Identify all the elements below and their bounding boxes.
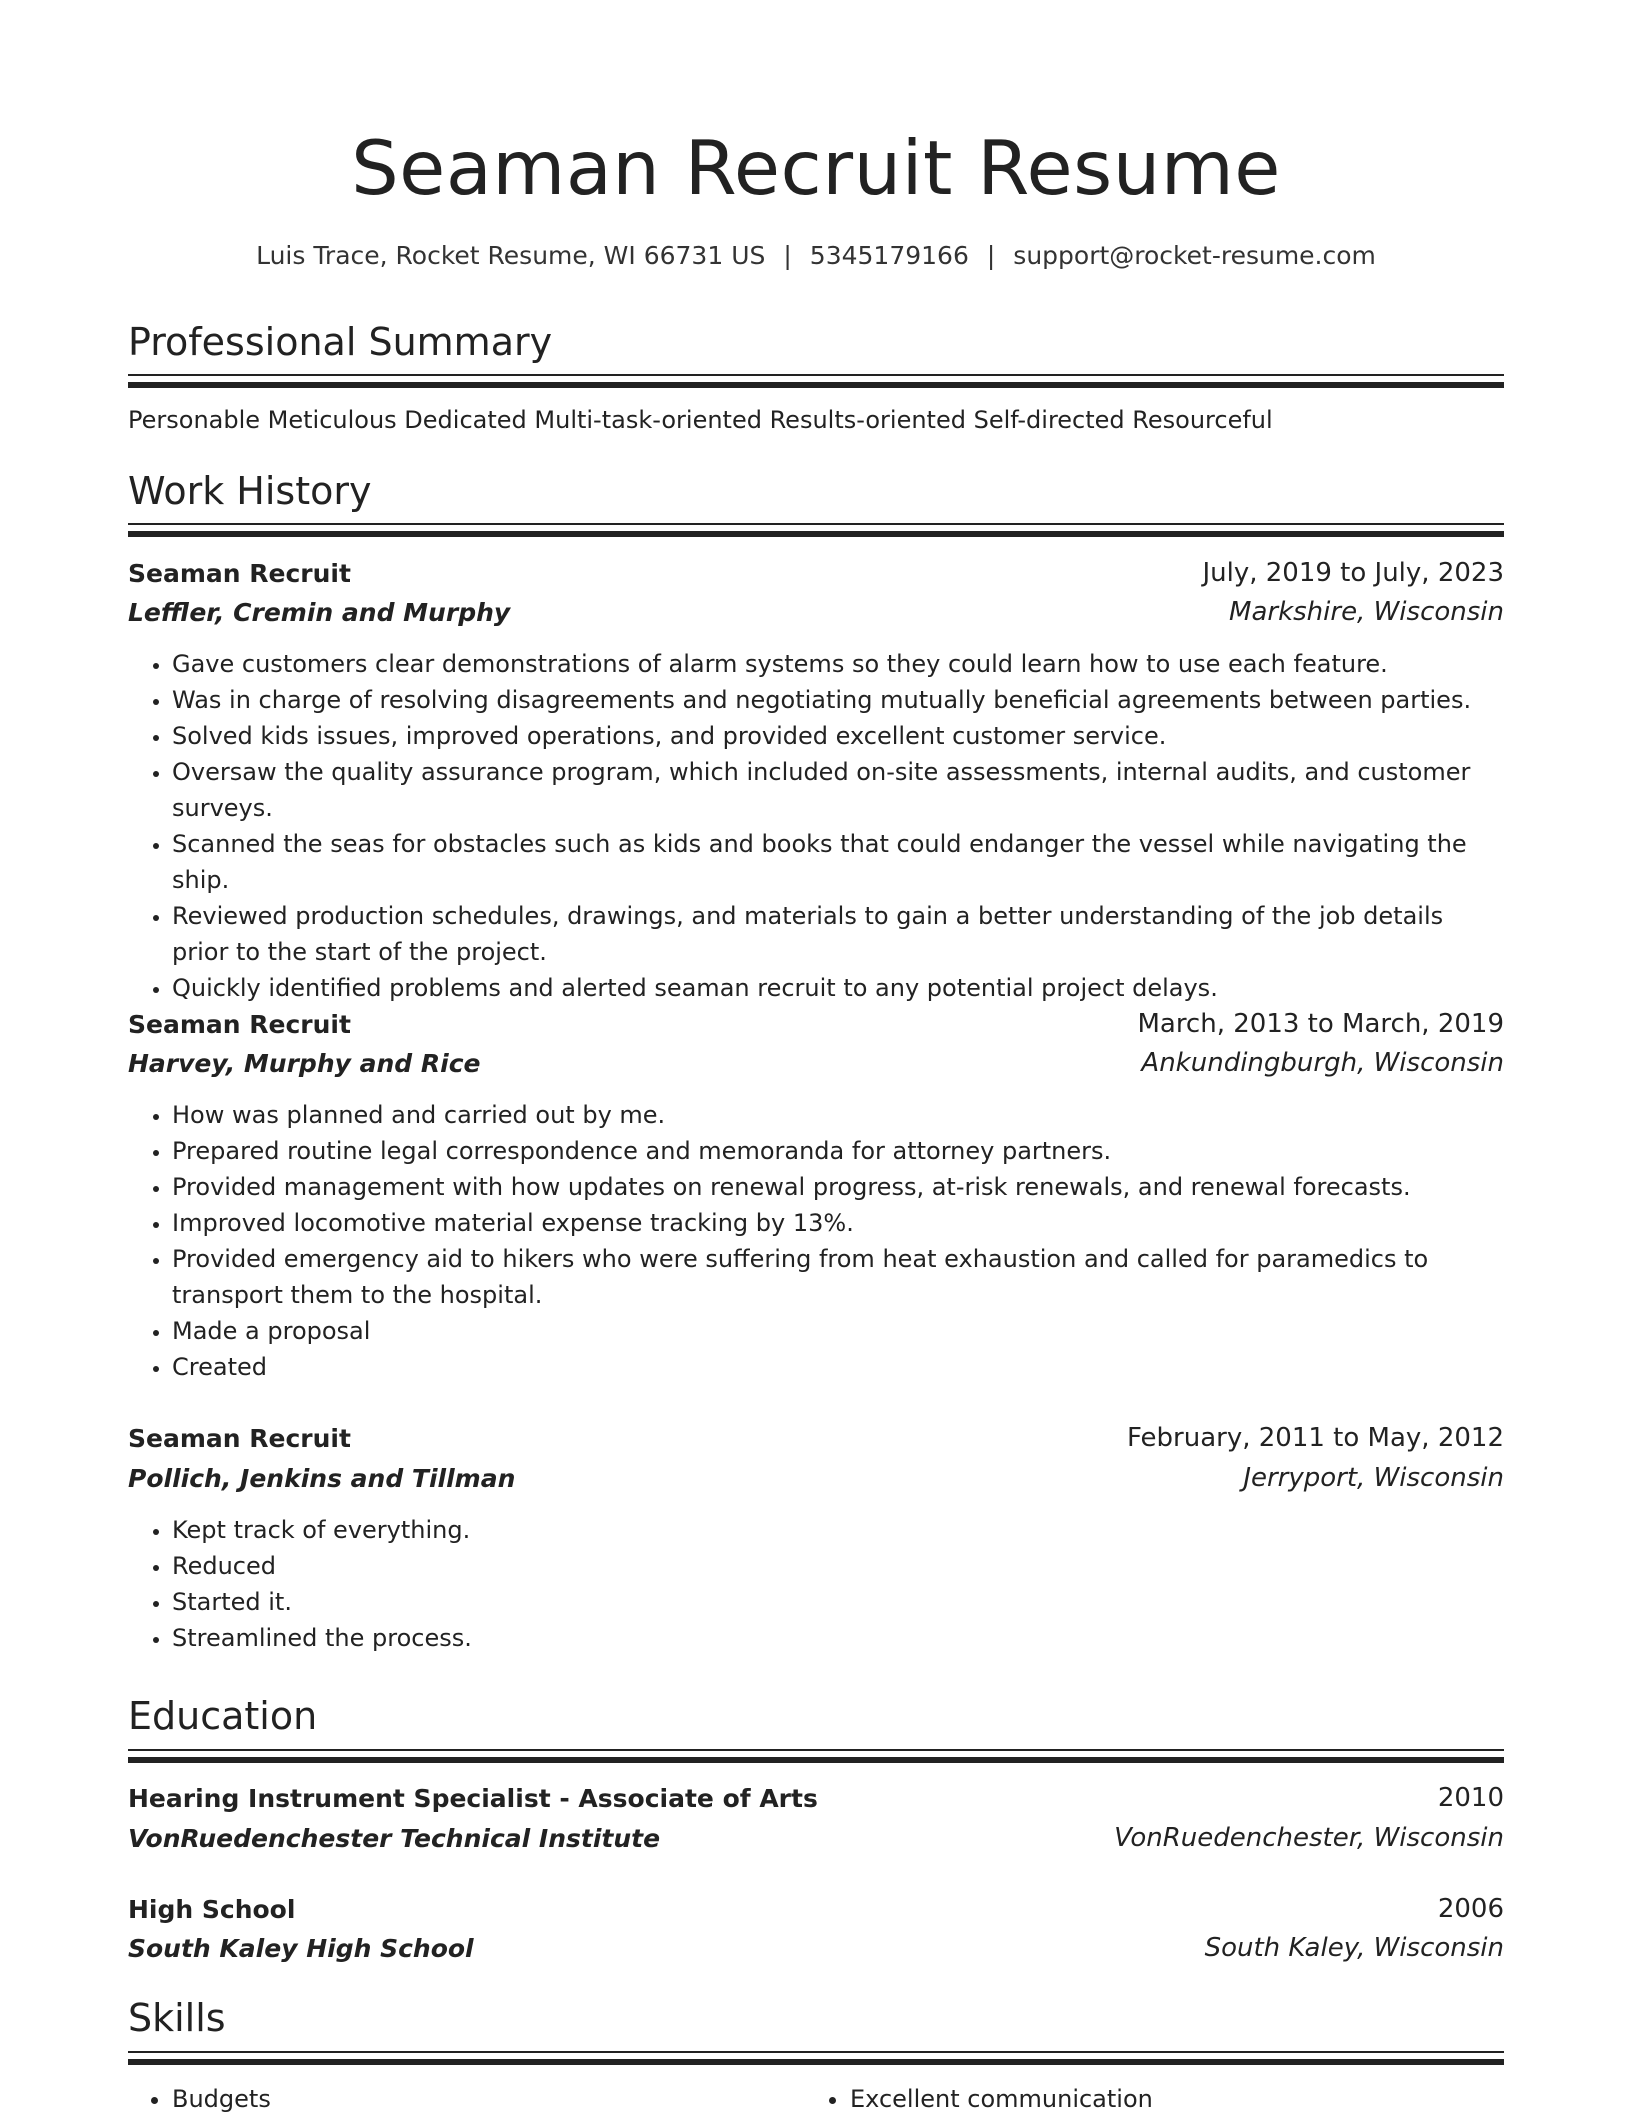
education-degree: Hearing Instrument Specialist - Associate of Arts [128,1783,818,1813]
education-header [128,1889,1504,1929]
contact-line [0,236,1632,276]
section-divider [128,1749,1504,1761]
education-location: VonRuedenchester, Wisconsin [1114,1823,1504,1853]
list-item: • Reduced [172,1548,1504,1584]
list-item: • Made a proposal [172,1313,1504,1349]
list-item: • Created [172,1349,1504,1385]
job-dates: March, 2013 to March, 2019 [1137,1009,1504,1039]
education-subheader [128,1818,1504,1858]
education-degree: High School [128,1894,296,1924]
list-item: • Reviewed production schedules, drawings, and materials to gain a better understanding of the job details prior to the start of the project. [172,898,1504,970]
education-location: South Kaley, Wisconsin [1204,1933,1504,1963]
list-item: • Provided management with how updates on renewal progress, at-risk renewals, and renewal forecasts. [172,1169,1504,1205]
contact-email[interactable]: support@rocket-resume.com [1013,241,1376,270]
job-subheader [128,1043,1504,1083]
job-company: Leffler, Cremin and Murphy [128,597,511,627]
list-item: • Prepared routine legal correspondence and memoranda for attorney partners. [172,1133,1504,1169]
list-item: • How was planned and carried out by me. [172,1097,1504,1133]
contact-separator: | [986,241,996,270]
list-item: • Provided emergency aid to hikers who were suffering from heat exhaustion and called for paramedics to transport them to the hospital. [172,1241,1504,1313]
job-bullet-list [128,646,1504,1006]
section-heading-work-history: Work History [128,469,372,513]
list-item: • Was in charge of resolving disagreements and negotiating mutually beneficial agreements between parties. [172,682,1504,718]
list-item: • Quickly identified problems and alerted seaman recruit to any potential project delays. [172,970,1504,1006]
education-school: VonRuedenchester Technical Institute [128,1823,661,1853]
job-company: Harvey, Murphy and Rice [128,1048,481,1078]
education-year: 2010 [1437,1783,1504,1813]
job-location: Jerryport, Wisconsin [1243,1463,1504,1493]
contact-separator: | [783,241,792,270]
education-header [128,1778,1504,1818]
section-heading-skills: Skills [128,1996,226,2040]
skill-item: • Excellent communication [850,2081,1426,2117]
education-subheader [128,1928,1504,1968]
summary-text: Personable Meticulous Dedicated Multi-task-oriented Results-oriented Self-directed Resourceful [128,406,1273,434]
job-dates: February, 2011 to May, 2012 [1127,1423,1504,1453]
list-item: • Scanned the seas for obstacles such as kids and books that could endanger the vessel while navigating the ship. [172,826,1504,898]
job-company: Pollich, Jenkins and Tillman [128,1463,516,1493]
section-heading-summary: Professional Summary [128,320,553,364]
section-divider [128,2051,1504,2063]
job-title: Seaman Recruit [128,558,351,588]
list-item: • Kept track of everything. [172,1512,1504,1548]
list-item: • Started it. [172,1584,1504,1620]
list-item: • Gave customers clear demonstrations of alarm systems so they could learn how to use each feature. [172,646,1504,682]
list-item: • Improved locomotive material expense tracking by 13%. [172,1205,1504,1241]
job-location: Ankundingburgh, Wisconsin [1141,1048,1504,1078]
job-bullet-list [128,1097,1504,1385]
education-school: South Kaley High School [128,1933,474,1963]
job-header [128,1418,1504,1458]
job-subheader [128,1458,1504,1498]
job-dates: July, 2019 to July, 2023 [1202,558,1504,588]
resume-title: Seaman Recruit Resume [351,124,1281,212]
section-divider [128,523,1504,535]
section-heading-education: Education [128,1694,318,1738]
section-divider [128,374,1504,386]
list-item: • Streamlined the process. [172,1620,1504,1656]
job-header [128,553,1504,593]
job-location: Markshire, Wisconsin [1229,597,1504,627]
contact-address: Luis Trace, Rocket Resume, WI 66731 US [256,241,766,270]
job-subheader [128,592,1504,632]
job-bullet-list [128,1512,1504,1656]
education-year: 2006 [1437,1894,1504,1924]
job-header [128,1004,1504,1044]
contact-phone: 5345179166 [809,241,969,270]
job-title: Seaman Recruit [128,1423,351,1453]
job-title: Seaman Recruit [128,1009,351,1039]
list-item: • Solved kids issues, improved operations, and provided excellent customer service. [172,718,1504,754]
list-item: • Oversaw the quality assurance program, which included on-site assessments, internal audits, and customer surveys. [172,754,1504,826]
skill-item: • Budgets [172,2081,748,2117]
